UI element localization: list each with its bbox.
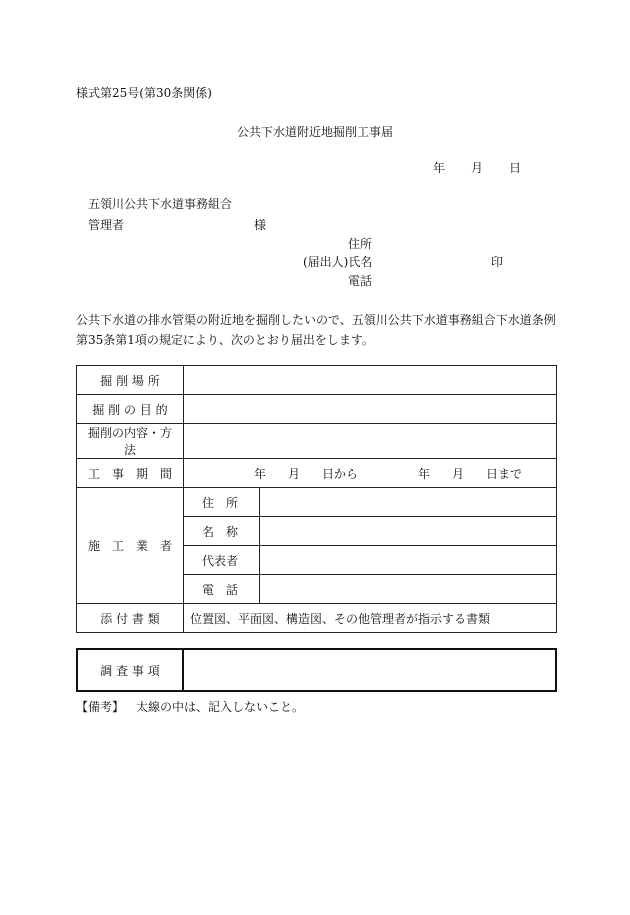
table-row	[77, 649, 556, 691]
applicant-phone-label: 電話	[348, 274, 373, 288]
method-field[interactable]	[184, 424, 557, 459]
date-month: 月	[471, 161, 484, 175]
location-field[interactable]	[184, 366, 557, 395]
survey-field[interactable]	[183, 649, 556, 691]
contractor-phone-label: 電 話	[184, 575, 260, 604]
applicant-seal-mark: 印	[491, 255, 504, 269]
date-year: 年	[433, 161, 446, 175]
survey-label: 調 査 事 項	[77, 649, 183, 691]
contractor-address-label: 住 所	[184, 488, 260, 517]
attachments-value: 位置図、平面図、構造図、その他管理者が指示する書類	[184, 604, 557, 633]
purpose-field[interactable]	[184, 395, 557, 424]
period-start-month: 月	[288, 466, 301, 481]
table-row	[77, 366, 557, 395]
applicant-address-label: 住所	[348, 237, 373, 251]
survey-box	[76, 648, 557, 692]
form-number: 様式第25号(第30条関係)	[76, 86, 212, 100]
contractor-name-field[interactable]	[260, 517, 557, 546]
date-line	[433, 161, 521, 175]
period-start-year: 年	[254, 466, 267, 481]
note-text: 太線の中は、記入しないこと。	[136, 700, 305, 714]
table-row	[77, 424, 557, 459]
contractor-name-label: 名 称	[184, 517, 260, 546]
application-table	[76, 365, 557, 633]
location-label: 掘 削 場 所	[77, 366, 184, 395]
method-label: 掘削の内容・方法	[77, 424, 184, 459]
contractor-phone-field[interactable]	[260, 575, 557, 604]
period-start-day: 日から	[322, 466, 359, 481]
purpose-label: 掘 削 の 目 的	[77, 395, 184, 424]
table-row	[77, 488, 557, 517]
period-field[interactable]	[184, 459, 557, 488]
contractor-rep-field[interactable]	[260, 546, 557, 575]
document-title: 公共下水道附近地掘削工事届	[236, 125, 393, 139]
contractor-address-field[interactable]	[260, 488, 557, 517]
table-row	[77, 604, 557, 633]
table-row	[77, 459, 557, 488]
period-label: 工 事 期 間	[77, 459, 184, 488]
table-row	[77, 395, 557, 424]
date-day: 日	[509, 161, 522, 175]
applicant-name-label: (届出人)氏名	[303, 255, 373, 269]
period-end-year: 年	[417, 466, 430, 481]
contractor-rep-label: 代表者	[184, 546, 260, 575]
note-heading: 【備考】	[76, 700, 125, 714]
period-end-month: 月	[451, 466, 464, 481]
addressee-organization: 五領川公共下水道事務組合	[88, 197, 233, 211]
contractor-label: 施 工 業 者	[77, 488, 184, 604]
attachments-label: 添 付 書 類	[77, 604, 184, 633]
addressee-honorific: 様	[254, 218, 267, 232]
body-text: 公共下水道の排水管渠の附近地を掘削したいので、五領川公共下水道事務組合下水道条例第35条第1項の規定により、次のとおり届出をします。	[76, 313, 556, 347]
addressee-title: 管理者	[88, 218, 125, 232]
period-end-day: 日まで	[485, 466, 522, 481]
note	[76, 700, 304, 714]
